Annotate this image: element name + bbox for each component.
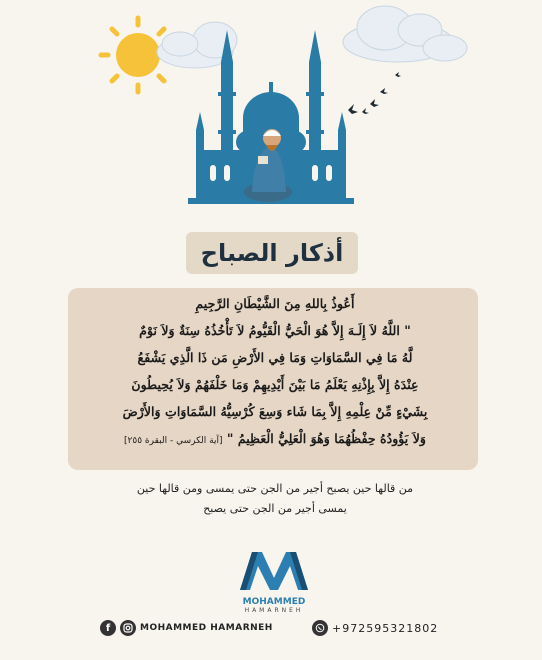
verse-line: وَلاَ يَؤُودُهُ حِفْظُهُمَا وَهُوَ الْعَلِيُّ الْعَظِيمُ " (226, 431, 426, 446)
phone-number[interactable]: +972595321802 (332, 621, 439, 635)
facebook-icon[interactable]: f (100, 620, 116, 636)
brand-name: MOHAMMED (242, 597, 306, 607)
verse-line: " اللَّهُ لاَ إِلَـهَ إِلاَّ هُوَ الْحَيُّ الْقَيُّومُ لاَ تَأْخُذُهُ سِنَةٌ وَلاَ نَوْمٌ (139, 323, 411, 338)
verse-reference: [آية الكرسي - البقرة ٢٥٥] (124, 436, 223, 446)
social-contact (100, 620, 273, 636)
page-title: أذكار الصباح (200, 239, 344, 267)
verse-line: أَعُوذُ بِاللهِ مِنَ الشَّيْطَانِ الرَّجِيمِ (195, 296, 355, 311)
verse-line: عِنْدَهُ إِلاَّ بِإِذْنِهِ يَعْلَمُ مَا بَيْنَ أَيْدِيهِمْ وَمَا خَلْفَهُمْ وَلاَ يُحِيطُونَ (131, 377, 419, 392)
birds-icon (348, 72, 401, 114)
mosque-illustration (0, 0, 542, 230)
cloud-right-icon (343, 6, 467, 62)
brand-surname: HAMARNEH (244, 607, 304, 614)
note-line: يمسى أجير من الجن حتى يصبح (203, 502, 347, 515)
instagram-icon[interactable] (120, 620, 136, 636)
verse-line: بِشَيْءٍ مِّنْ عِلْمِهِ إِلاَّ بِمَا شَاء وَسِعَ كُرْسِيُّهُ السَّمَاوَاتِ وَالأَرْضَ (122, 404, 428, 419)
verse-line: لَّهُ مَا فِي السَّمَاوَاتِ وَمَا فِي الأَرْضِ مَن ذَا الَّذِي يَشْفَعُ (137, 350, 413, 365)
social-handle[interactable]: MOHAMMED HAMARNEH (140, 623, 273, 633)
ayat-al-kursi-text (70, 290, 480, 455)
virtue-note (90, 479, 460, 519)
phone-contact (312, 620, 438, 636)
note-line: من قالها حين يصبح أجير من الجن حتى يمسى ومن قالها حين (136, 482, 414, 495)
title-banner (186, 232, 358, 274)
verse-line-last (70, 425, 480, 455)
whatsapp-icon[interactable] (312, 620, 328, 636)
